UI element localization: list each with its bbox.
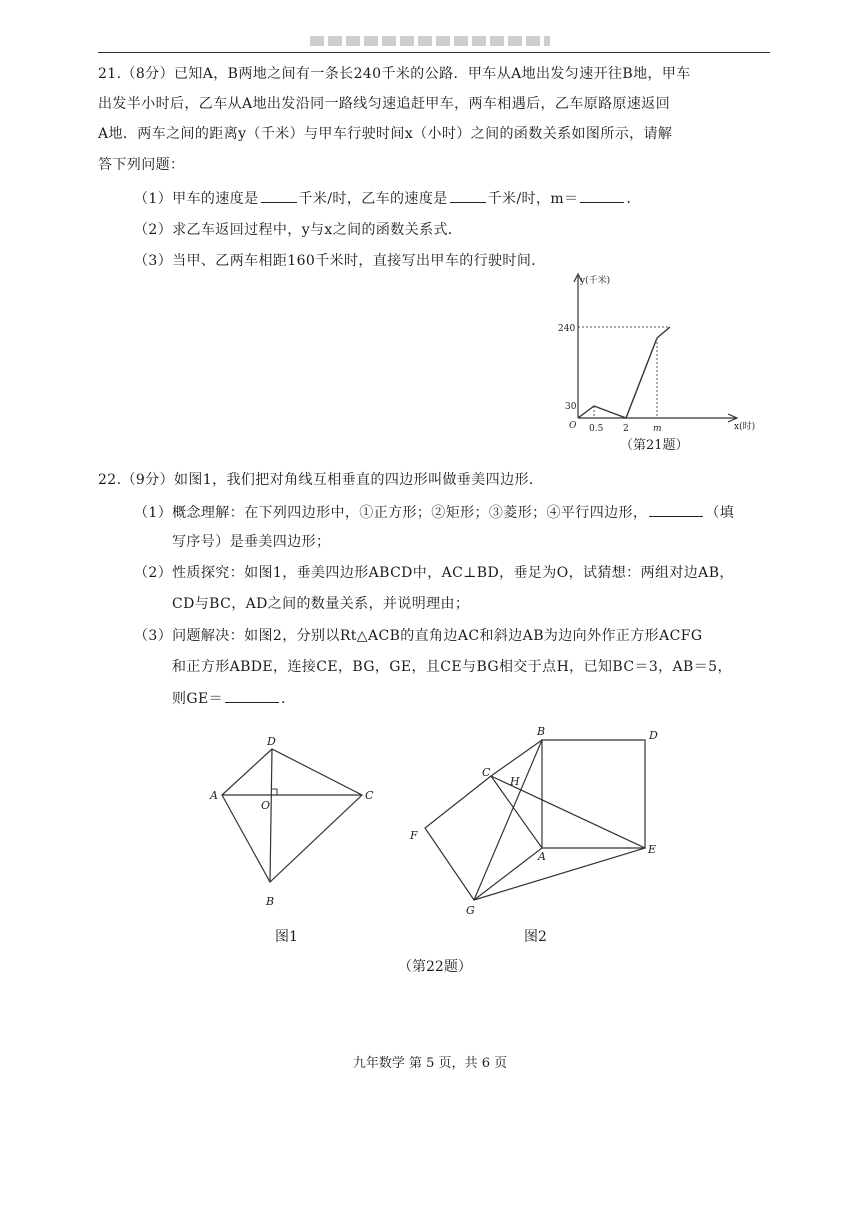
q22-part3-b: 和正方形ABDE，连接CE，BG，GE，且CE与BG相交于点H，已知BC＝3，AB＝5， (172, 659, 732, 675)
label-f: F (410, 829, 418, 842)
y-axis-label: y(千米) (580, 276, 611, 286)
diagonal-bd (270, 749, 272, 882)
x-axis-label: x(时) (734, 422, 756, 432)
q21-line4: 答下列问题： (98, 157, 185, 173)
q22-part2-a: （2）性质探究：如图1，垂美四边形ABCD中，AC⊥BD，垂足为O，试猜想：两组对边AB， (134, 565, 734, 581)
fig2-caption: 图2 (524, 929, 547, 945)
q22-part1-b: （填 (705, 505, 735, 521)
answer-blank[interactable] (450, 188, 486, 203)
square-abde (542, 740, 645, 848)
q22-part3-c (172, 688, 295, 709)
q21-line2: 出发半小时后，乙车从A地出发沿同一路线匀速追赶甲车，两车相遇后，乙车原路原速返回 (98, 96, 671, 112)
y-tick-30: 30 (565, 402, 577, 412)
q21-part3: （3）当甲、乙两车相距160千米时，直接写出甲车的行驶时间． (134, 253, 546, 269)
q21-part1-d: ． (626, 191, 641, 207)
label-c: C (482, 766, 491, 779)
label-g: G (466, 904, 475, 917)
square-acfg (425, 776, 542, 900)
origin-label: O (569, 421, 577, 431)
answer-blank[interactable] (580, 188, 624, 203)
x-tick-2: 2 (623, 424, 629, 434)
header-smudge (310, 36, 550, 46)
page-footer: 九年数学 第 5 页，共 6 页 (352, 1056, 508, 1071)
q22-part1 (134, 502, 734, 523)
x-tick-05: 0.5 (589, 424, 604, 434)
figure-1 (200, 730, 390, 920)
quad-abcd (222, 749, 362, 882)
q21-part1-b: 千米/时，乙车的速度是 (298, 191, 448, 207)
label-h: H (510, 775, 520, 788)
figure-2 (400, 720, 680, 920)
q21-part1-a: （1）甲车的速度是 (134, 191, 259, 207)
answer-blank[interactable] (649, 502, 703, 517)
q22-part3-c-text: 则GE＝ (172, 691, 224, 707)
y-tick-240: 240 (558, 324, 576, 334)
fig1-caption: 图1 (275, 929, 298, 945)
x-tick-m: m (653, 424, 662, 434)
q21-graph (560, 266, 780, 456)
distance-line (578, 327, 670, 418)
segment-ge (474, 848, 645, 900)
label-a: A (538, 850, 546, 863)
answer-blank[interactable] (225, 688, 279, 703)
label-d: D (267, 735, 276, 748)
label-a: A (210, 789, 218, 802)
q21-line3: A地．两车之间的距离y（千米）与甲车行驶时间x（小时）之间的函数关系如图所示，请解 (98, 126, 673, 142)
label-c: C (365, 789, 374, 802)
label-o: O (261, 799, 271, 812)
q21-line1: 21.（8分）已知A，B两地之间有一条长240千米的公路．甲车从A地出发匀速开往B地，甲车 (98, 66, 691, 82)
answer-blank[interactable] (261, 188, 297, 203)
label-d: D (649, 729, 658, 742)
q22-part2-b: CD与BC，AD之间的数量关系，并说明理由； (172, 596, 470, 612)
header-rule (98, 52, 770, 53)
q22-part3-d: ． (281, 691, 296, 707)
q22-part3-a: （3）问题解决：如图2，分别以Rt△ACB的直角边AC和斜边AB为边向外作正方形ACFG (134, 628, 703, 644)
q21-part1-c: 千米/时，m＝ (487, 191, 579, 207)
q22-part1-a: （1）概念理解：在下列四边形中，①正方形；②矩形；③菱形；④平行四边形， (134, 505, 648, 521)
q21-part2: （2）求乙车返回过程中，y与x之间的函数关系式． (134, 222, 463, 238)
label-b: B (537, 725, 546, 738)
label-b: B (266, 895, 275, 908)
q22-caption: （第22题） (398, 959, 472, 975)
q22-part1-cont: 写序号）是垂美四边形； (172, 534, 331, 550)
label-e: E (648, 843, 657, 856)
q22-line1: 22.（9分）如图1，我们把对角线互相垂直的四边形叫做垂美四边形． (98, 472, 544, 488)
q21-part1 (134, 188, 641, 209)
q21-caption: （第21题） (620, 438, 689, 453)
